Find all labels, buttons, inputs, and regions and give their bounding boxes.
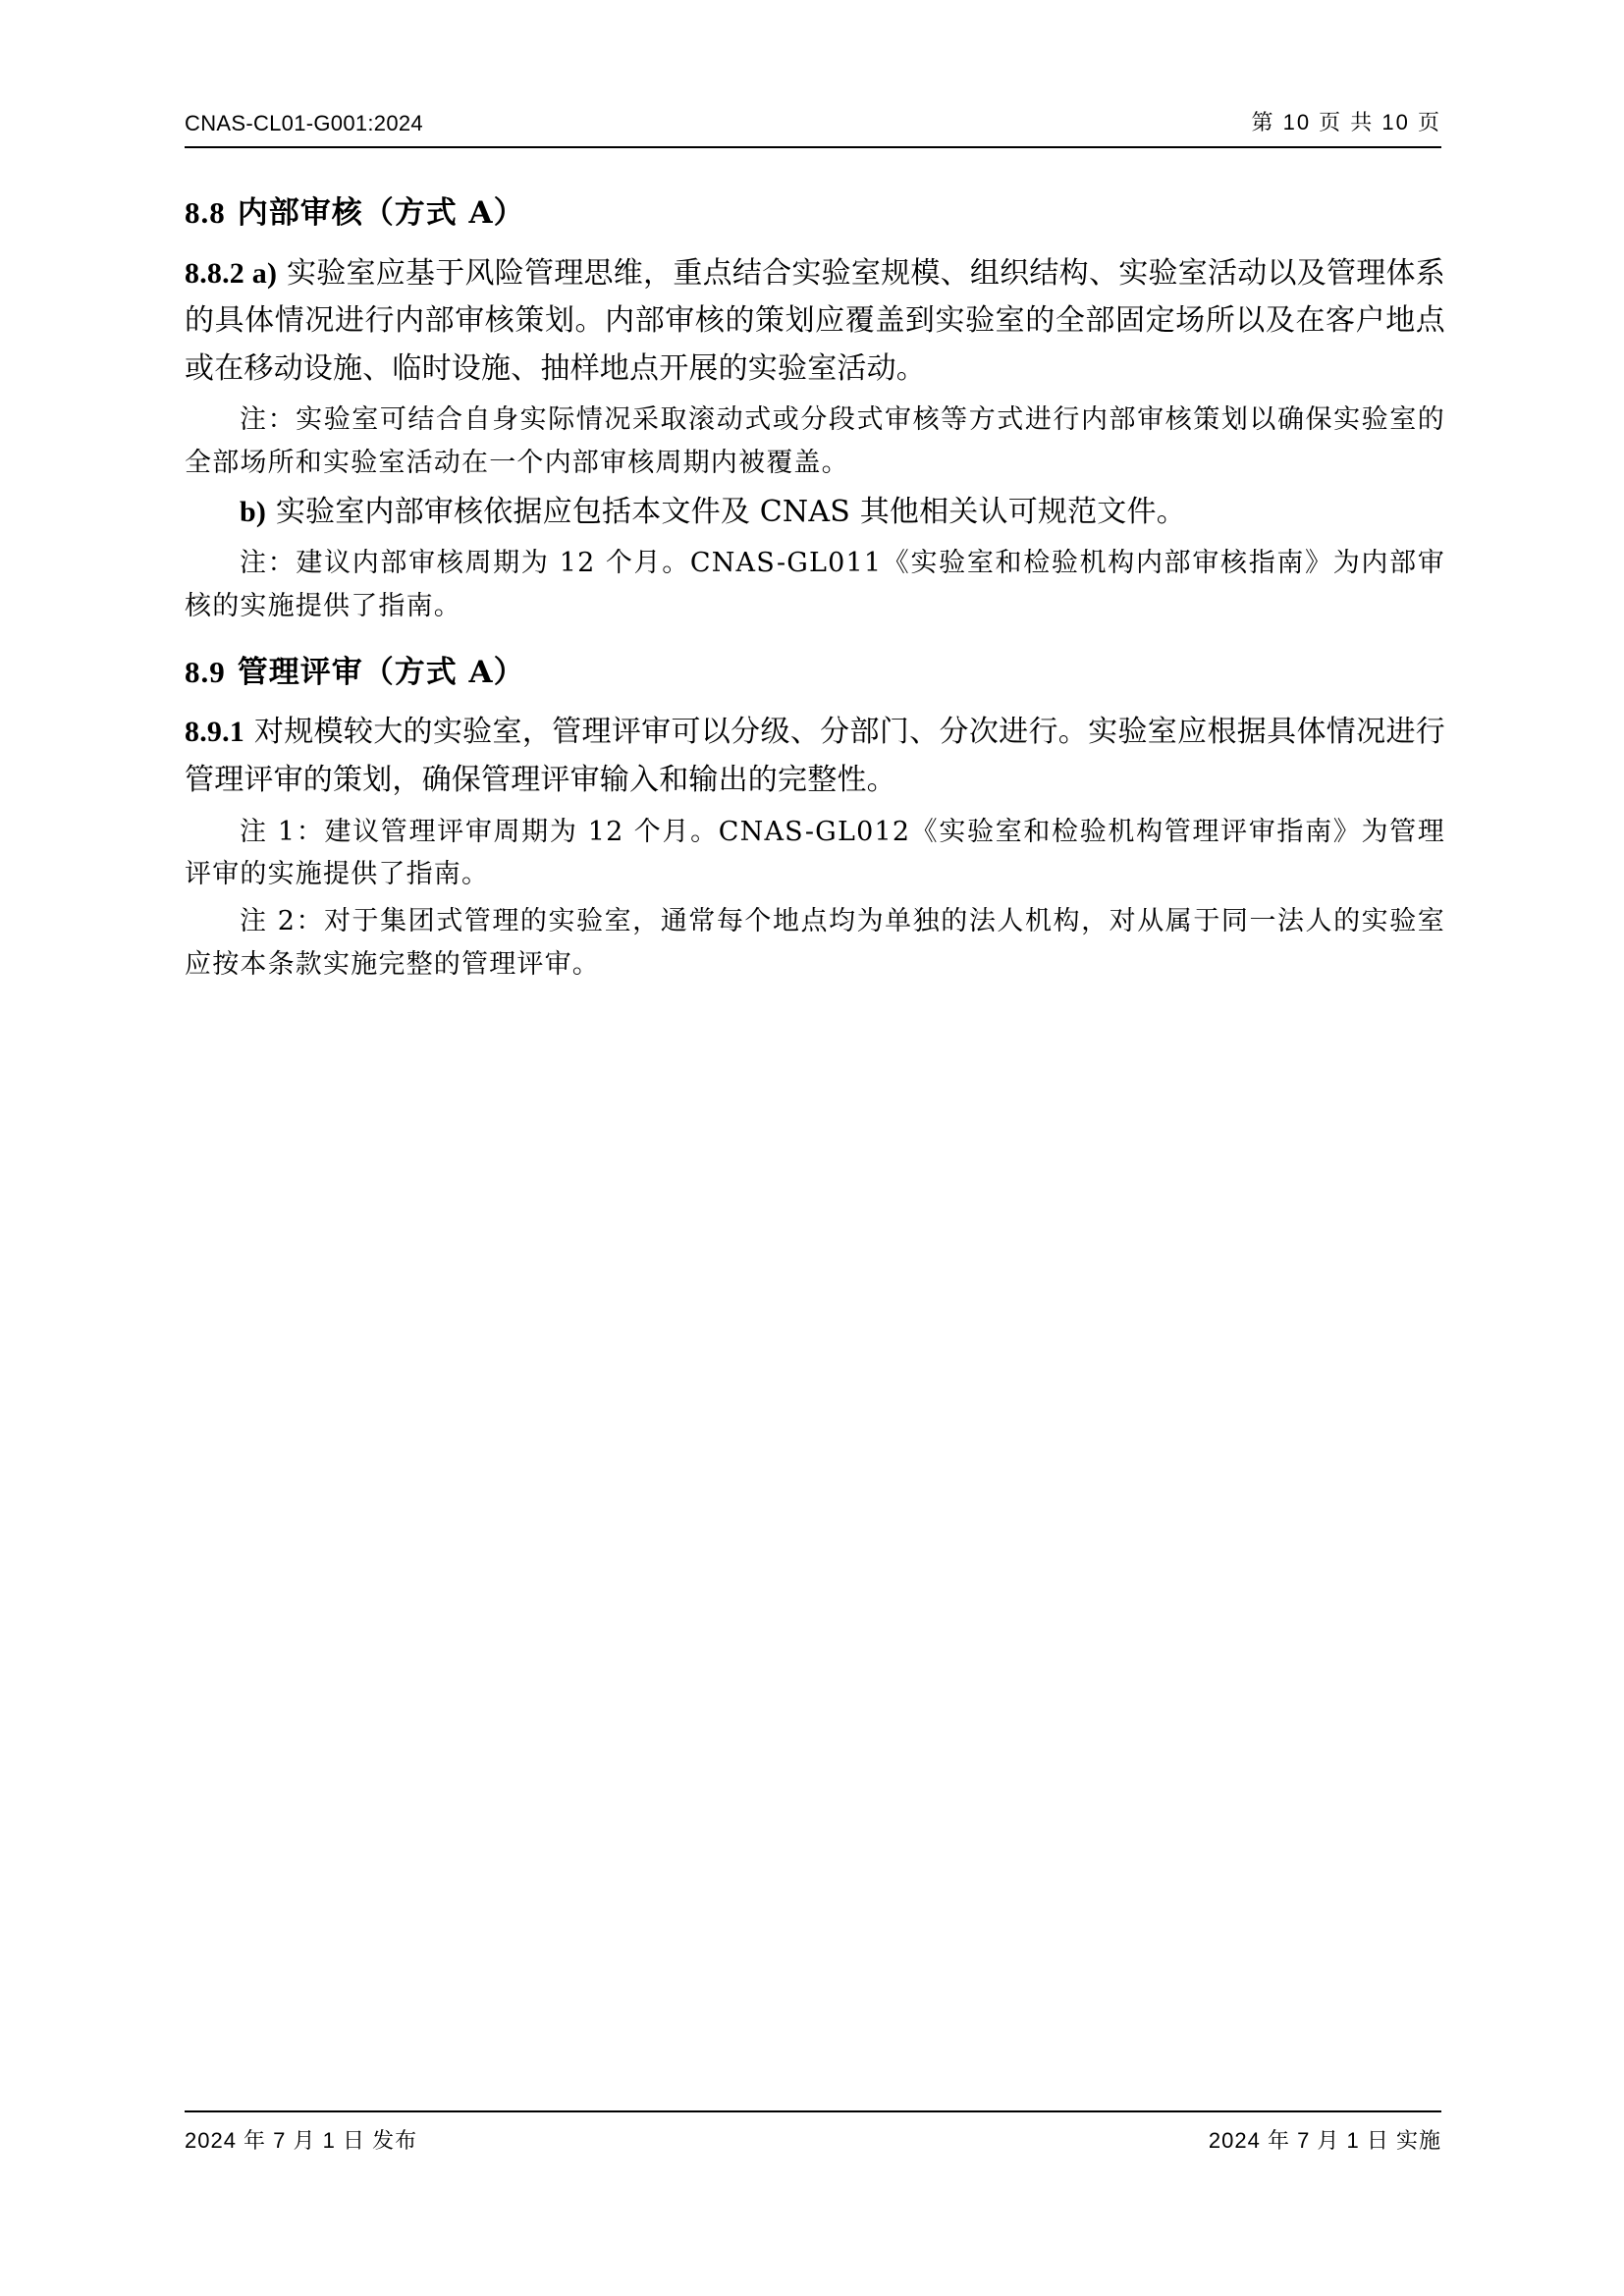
note-8-9-1-2: 注 2：对于集团式管理的实验室，通常每个地点均为单独的法人机构，对从属于同一法人的实验室应按本条款实施完整的管理评审。 [185, 905, 1445, 980]
heading-8-9-title: 管理评审（方式 A） [237, 654, 525, 690]
heading-8-8-title: 内部审核（方式 A） [237, 195, 525, 231]
paragraph-8-8-2-b [185, 489, 1445, 537]
page-number: 第 10 页 共 10 页 [1251, 110, 1441, 134]
clause-label-8-8-2-b: b) [240, 495, 267, 528]
heading-8-8-number: 8.8 [185, 195, 226, 230]
note-8-8-2-a: 注：实验室可结合自身实际情况采取滚动式或分段式审核等方式进行内部审核策划以确保实验室的全部场所和实验室活动在一个内部审核周期内被覆盖。 [185, 404, 1445, 479]
note-8-8-2-b: 注：建议内部审核周期为 12 个月。CNAS-GL011《实验室和检验机构内部审核指南》为内部审核的实施提供了指南。 [185, 548, 1445, 622]
clause-text-8-9-1: 对规模较大的实验室，管理评审可以分级、分部门、分次进行。实验室应根据具体情况进行管理评审的策划，确保管理评审输入和输出的完整性。 [185, 715, 1445, 797]
page-footer [185, 2110, 1441, 2155]
heading-8-9 [185, 650, 1445, 696]
document-body [185, 169, 1445, 989]
clause-label-8-9-1: 8.9.1 [185, 716, 244, 749]
heading-8-8 [185, 190, 1445, 237]
document-code: CNAS-CL01-G001:2024 [185, 111, 423, 135]
footer-effective-date: 2024 年 7 月 1 日 实施 [1208, 2128, 1441, 2153]
clause-text-8-8-2-b: 实验室内部审核依据应包括本文件及 CNAS 其他相关认可规范文件。 [266, 494, 1186, 529]
paragraph-8-9-1 [185, 709, 1445, 804]
clause-text-8-8-2-a: 实验室应基于风险管理思维，重点结合实验室规模、组织结构、实验室活动以及管理体系的具体情况进行内部审核策划。内部审核的策划应覆盖到实验室的全部固定场所以及在客户地点或在移动设施、临时设施、抽样地点开展的实验室活动。 [185, 255, 1445, 386]
note-8-9-1-1: 注 1：建议管理评审周期为 12 个月。CNAS-GL012《实验室和检验机构管理评审指南》为管理评审的实施提供了指南。 [185, 816, 1445, 890]
paragraph-8-8-2-a [185, 250, 1445, 394]
clause-label-8-8-2-a: 8.8.2 a) [185, 256, 278, 290]
heading-8-9-number: 8.9 [185, 654, 226, 689]
footer-publish-date: 2024 年 7 月 1 日 发布 [185, 2128, 418, 2153]
page-header [185, 106, 1441, 148]
